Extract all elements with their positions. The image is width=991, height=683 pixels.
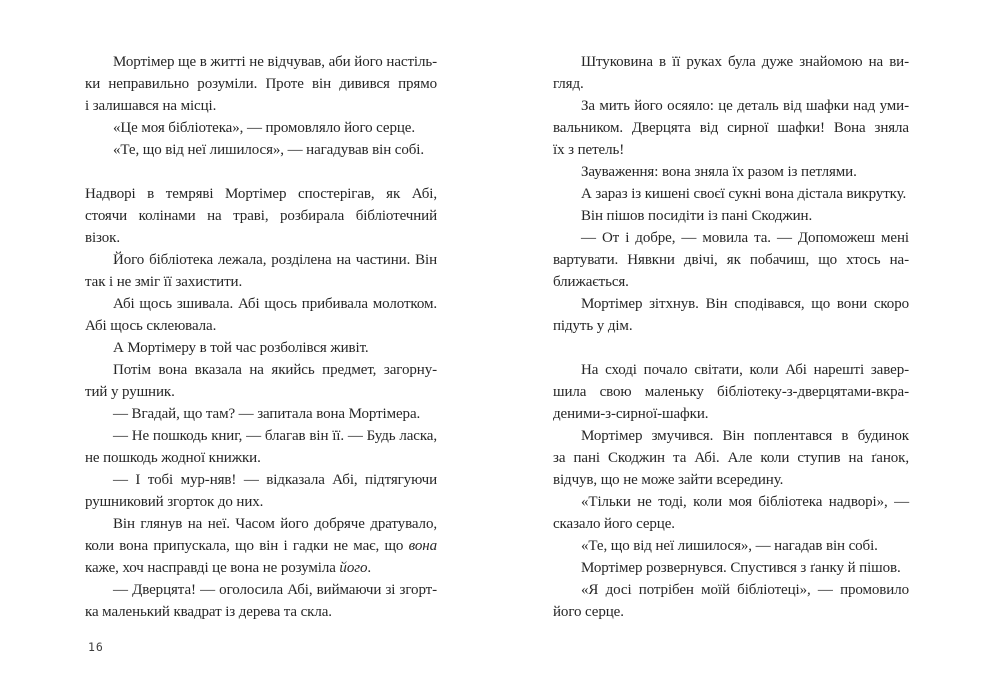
paragraph: [553, 535, 909, 557]
text-line: вальником. Дверцята від сирної шафки! Вона зняла: [553, 120, 909, 136]
text-line: Мортімер ще в житті не відчував, аби його настіль-: [113, 54, 437, 70]
paragraph: [85, 293, 437, 337]
paragraph: [553, 95, 909, 161]
paragraph: [85, 249, 437, 293]
text-line: — Не пошкодь книг, — благав він її. — Будь ласка,: [113, 428, 437, 444]
italic-text: його: [339, 560, 368, 576]
text-line: «Те, що від неї лишилося», — нагадав він собі.: [581, 538, 878, 554]
text-line: Надворі в темряві Мортімер спостерігав, як Абі,: [85, 186, 437, 202]
text-line: Він глянув на неї. Часом його добряче дратувало,: [113, 516, 437, 532]
text-line: — І тобі мур-няв! — відказала Абі, підтягуючи: [113, 472, 437, 488]
text-line: А Мортімеру в той час розболівся живіт.: [113, 340, 369, 356]
text-line: так і не зміг її захистити.: [85, 274, 243, 290]
text-line: ка маленький квадрат із дерева та скла.: [85, 604, 332, 620]
text-line: каже, хоч насправді це вона не розуміла його.: [85, 560, 372, 576]
paragraph: [553, 227, 909, 293]
text-line: Він пішов посидіти із пані Скоджин.: [581, 208, 813, 224]
paragraph: [553, 205, 909, 227]
text-line: шила свою маленьку бібліотеку-з-дверцятами-вкра-: [553, 384, 909, 400]
text-line: ближається.: [553, 274, 629, 290]
paragraph: [85, 403, 437, 425]
text-line: Зауваження: вона зняла їх разом із петлями.: [581, 164, 857, 180]
paragraph: [553, 51, 909, 95]
text-line: Штуковина в її руках була дуже знайомою на ви-: [581, 54, 909, 70]
text-line: — Дверцята! — оголосила Абі, виймаючи зі згорт-: [113, 582, 437, 598]
paragraph: [553, 183, 909, 205]
paragraph: [85, 425, 437, 469]
text-line: На сході почало світати, коли Абі нарешті завер-: [581, 362, 909, 378]
text-line: — От і добре, — мовила та. — Допоможеш мені: [581, 230, 909, 246]
paragraph: [553, 359, 909, 425]
text-line: А зараз із кишені своєї сукні вона дістала викрутку.: [581, 186, 907, 202]
paragraph: [553, 425, 909, 491]
paragraph: [85, 337, 437, 359]
text-line: Його бібліотека лежала, розділена на частини. Він: [113, 252, 437, 268]
text-line: «Я досі потрібен моїй бібліотеці», — промовило: [581, 582, 909, 598]
text-line: і залишався на місці.: [85, 98, 217, 114]
text-line: Мортімер змучився. Він поплентався в будинок: [581, 428, 909, 444]
text-line: Абі щось склеювала.: [85, 318, 217, 334]
text-line: не пошкодь жодної книжки.: [85, 450, 261, 466]
paragraph: [85, 51, 437, 117]
paragraph: [85, 469, 437, 513]
paragraph: [553, 293, 909, 337]
left-page-text: [85, 51, 437, 623]
text-line: — Вгадай, що там? — запитала вона Мортімера.: [113, 406, 421, 422]
text-line: «Це моя бібліотека», — промовляло його серце.: [113, 120, 416, 136]
text-line: підуть у дім.: [553, 318, 633, 334]
paragraph: [85, 183, 437, 249]
text-line: за пані Скоджин та Абі. Але коли ступив на ґанок,: [553, 450, 909, 466]
text-line: стоячи колінами на траві, розбирала бібліотечний: [85, 208, 437, 224]
text-line: відчув, що не може зайти всередину.: [553, 472, 784, 488]
text-line: його серце.: [553, 604, 624, 620]
text-line: За мить його осяяло: це деталь від шафки над уми-: [581, 98, 909, 114]
text-line: «Те, що від неї лишилося», — нагадував він собі.: [113, 142, 424, 158]
paragraph: [553, 557, 909, 579]
paragraph: [85, 513, 437, 579]
right-page-text: [553, 51, 909, 623]
paragraph: [553, 579, 909, 623]
page-number: 16: [88, 640, 104, 654]
text-line: сказало його серце.: [553, 516, 675, 532]
text-line: Мортімер розвернувся. Спустився з ґанку й пішов.: [581, 560, 901, 576]
text-line: тий у рушник.: [85, 384, 175, 400]
text-line: візок.: [85, 230, 121, 246]
text-line: вартувати. Нявкни двічі, як побачиш, що хтось на-: [553, 252, 909, 268]
paragraph: [553, 161, 909, 183]
paragraph: [553, 491, 909, 535]
text-line: Мортімер зітхнув. Він сподівався, що вони скоро: [581, 296, 909, 312]
paragraph: [85, 579, 437, 623]
text-line: їх з петель!: [553, 142, 625, 158]
text-line: ки неправильно розуміли. Проте він дивився прямо: [85, 76, 437, 92]
italic-text: вона: [408, 538, 437, 554]
text-line: деними-з-сирної-шафки.: [553, 406, 709, 422]
text-line: гляд.: [553, 76, 584, 92]
text-line: «Тільки не тоді, коли моя бібліотека надворі», —: [581, 494, 909, 510]
text-line: Потім вона вказала на якийсь предмет, загорну-: [113, 362, 437, 378]
paragraph: [85, 359, 437, 403]
text-line: рушниковий згорток до них.: [85, 494, 264, 510]
paragraph: [85, 117, 437, 139]
text-line: коли вона припускала, що він і гадки не має, що вона: [85, 538, 437, 554]
paragraph: [85, 139, 437, 161]
text-line: Абі щось зшивала. Абі щось прибивала молотком.: [113, 296, 437, 312]
